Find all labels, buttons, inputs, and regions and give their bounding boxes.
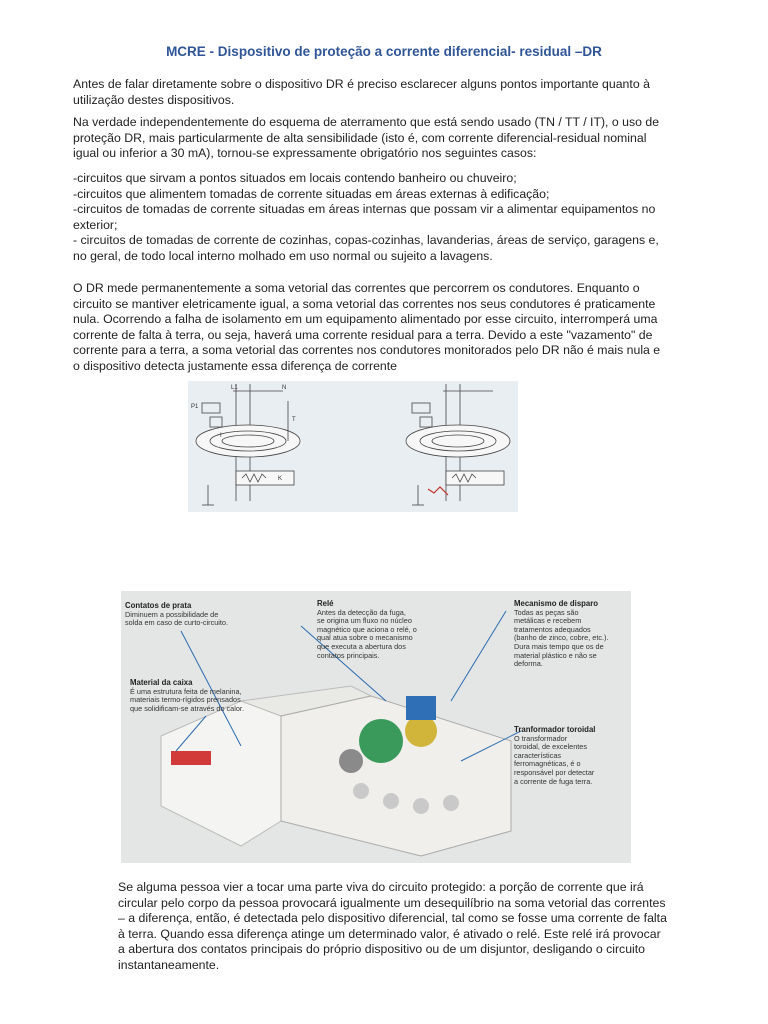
callout-line: que solidificam-se através do calor. [130, 703, 244, 713]
list-item: - circuitos de tomadas de corrente de cozinhas, copas-cozinhas, lavanderias, áreas de serviço, garagens e, [73, 233, 659, 248]
label-i: I [220, 433, 222, 439]
callout-relay [317, 600, 452, 660]
callout-line: qual atua sobre o mecanismo [317, 633, 413, 643]
page-title: MCRE - Dispositivo de proteção a corrente diferencial- residual –DR [166, 44, 602, 59]
callout-line: Antes da detecção da fuga, [317, 607, 406, 617]
label-l1: L1 [231, 385, 238, 391]
intro-paragraph [73, 77, 691, 108]
callout-line: (banho de zinco, cobre, etc.). [514, 633, 609, 643]
text-line: O DR mede permanentemente a soma vetorial das correntes que percorrem os condutores. Enquanto o [73, 281, 640, 295]
dr-function-paragraph [73, 281, 691, 375]
callout-line: magnético que aciona o relé, o [317, 624, 417, 634]
callout-toroidal-transformer [514, 726, 629, 786]
callout-line: Dura mais tempo que os de [514, 641, 604, 651]
list-item: -circuitos que alimentem tomadas de corrente situadas em áreas externas à edificação; [73, 186, 550, 201]
callout-title: Mecanismo de disparo [514, 599, 599, 608]
callout-line: tratamentos adequados [514, 624, 591, 634]
callout-line: O transformador [514, 733, 568, 743]
text-line: instantaneamente. [118, 957, 220, 972]
schematic-svg [188, 381, 518, 512]
dr-device-photo [121, 591, 631, 863]
list-item: -circuitos que sirvam a pontos situados em locais contendo banheiro ou chuveiro; [73, 171, 517, 185]
text-line: a abertura dos contatos principais do próprio dispositivo ou de um disjuntor, desligando o circuito [118, 942, 646, 957]
text-line: à terra. Quando essa diferença atinge um determinado valor, é ativado o relé. Este relé irá provocar [118, 926, 661, 941]
callout-title: Material da caixa [130, 678, 193, 687]
schematic-fault [406, 384, 510, 505]
callout-title: Contatos de prata [125, 601, 192, 610]
callout-line: Todas as peças são [514, 607, 579, 617]
text-line: Na verdade independentemente do esquema de aterramento que está sendo usado (TN / TT / IT), o uso de [73, 115, 660, 129]
text-line: nula. Ocorrendo a falha de isolamento em um equipamento alimentado por esse circuito, interromperá uma [73, 312, 658, 327]
text-line: utilização destes dispositivos. [73, 92, 235, 107]
text-line: o dispositivo detecta justamente essa diferença de corrente [73, 358, 398, 373]
schematic-normal [196, 384, 300, 505]
text-line: circuito se mantiver eletricamente igual, a soma vetorial das correntes nos seus condutores é praticamente [73, 296, 656, 311]
callout-line: características [514, 750, 562, 760]
callout-title: Tranformador toroidal [514, 725, 596, 734]
callout-line: responsável por detectar [514, 767, 595, 777]
callout-line: solda em caso de curto-circuito. [125, 618, 229, 628]
text-line: – a diferença, então, é detectada pelo dispositivo diferencial, tal como se fosse uma corrente de falta [118, 911, 667, 926]
label-t: T [292, 417, 296, 423]
callout-line: se origina um fluxo no núcleo [317, 616, 412, 626]
cases-list [73, 171, 691, 265]
callout-line: deforma. [514, 659, 543, 669]
callout-silver-contacts [125, 602, 265, 628]
list-item: -circuitos de tomadas de corrente situadas em áreas internas que possam vir a alimentar equipamentos no [73, 202, 656, 217]
callout-line: material plástico e não se [514, 650, 597, 660]
text-line: igual ou inferior a 30 mA), tornou-se expressamente obrigatório nos seguintes casos: [73, 146, 537, 161]
callout-line: metálicas e recebem [514, 616, 582, 626]
list-item: no geral, de todo local interno molhado em uso normal ou sujeito a lavagens. [73, 248, 493, 263]
callout-line: que executa a abertura dos [317, 641, 406, 651]
callout-line: Diminuem a possibilidade de [125, 609, 219, 619]
text-line: Antes de falar diretamente sobre o dispositivo DR é preciso esclarecer alguns pontos importante quanto à [73, 77, 650, 91]
touch-scenario-paragraph [118, 880, 690, 974]
callout-title: Relé [317, 599, 334, 608]
text-line: proteção DR, mais particularmente de alta sensibilidade (isto é, com corrente diferencial-residual nominal [73, 130, 647, 145]
text-line: Se alguma pessoa vier a tocar uma parte viva do circuito protegido: a porção de corrente que irá [118, 880, 644, 894]
text-line: corrente de falta à terra, ou seja, haverá uma corrente residual para a terra. Devido a este "vazamento" de [73, 327, 653, 342]
callout-line: toroidal, de excelentes [514, 742, 588, 752]
text-line: circular pelo corpo da pessoa provocará igualmente um desequilíbrio na soma vetorial das correntes [118, 895, 666, 910]
label-n: N [282, 385, 287, 391]
callout-line: a corrente de fuga terra. [514, 776, 593, 786]
callout-line: contatos principais. [317, 650, 380, 660]
label-p1: P1 [191, 404, 199, 410]
callout-line: É uma estrutura feita de melanina, [130, 686, 242, 696]
list-item: exterior; [73, 217, 118, 232]
callout-line: ferromagnéticas, é o [514, 759, 581, 769]
grounding-paragraph [73, 115, 691, 162]
text-line: corrente para a terra, a soma vetorial das correntes nos condutores monitorados pelo DR não é mais nula e [73, 343, 661, 358]
label-k: K [278, 476, 283, 482]
callout-case-material [130, 679, 290, 713]
callout-line: materiais termo-rígidos prensados [130, 695, 241, 705]
dr-schematic-diagram [188, 381, 518, 512]
callout-trip-mechanism [514, 600, 629, 669]
